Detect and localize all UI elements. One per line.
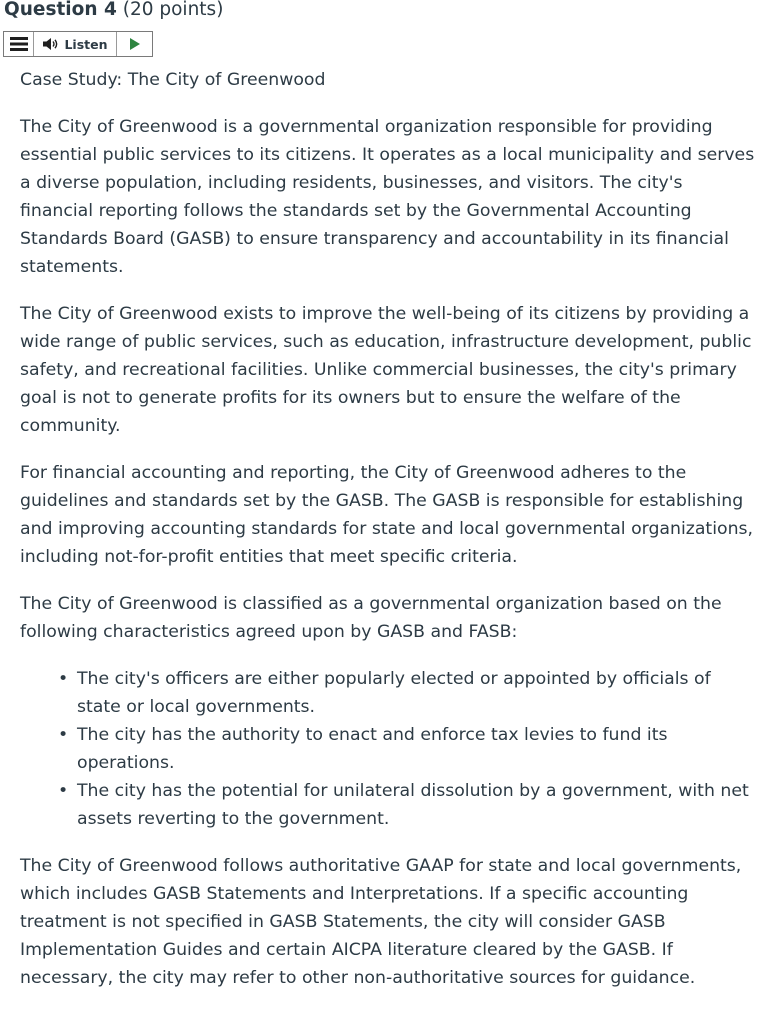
play-button[interactable]: [117, 32, 152, 56]
question-content: [20, 66, 755, 1011]
paragraph-purpose: The City of Greenwood exists to improve the well-being of its citizens by providing a wide range of public services, such as education, infrastructure development, public safety, and recreational facilities. Unlike commercial businesses, the city's primary goal is not to generate profits for its owners but to ensure the welfare of the community.: [20, 304, 752, 436]
list-item-text: The city's officers are either popularly elected or appointed by officials of state or local governments.: [77, 669, 711, 717]
question-header: [4, 0, 223, 22]
bullet-icon: •: [58, 781, 69, 801]
paragraph-overview: The City of Greenwood is a governmental organization responsible for providing essential public services to its citizens. It operates as a local municipality and serves a diverse population, including residents, businesses, and visitors. The city's financial reporting follows the standards set by the Governmental Accounting Standards Board (GASB) to ensure transparency and accountability in its financial statements.: [20, 117, 755, 277]
paragraph-classification: The City of Greenwood is classified as a governmental organization based on the following characteristics agreed upon by GASB and FASB:: [20, 594, 722, 642]
list-item-text: The city has the potential for unilateral dissolution by a government, with net assets reverting to the government.: [77, 781, 749, 829]
bullet-icon: •: [58, 725, 69, 745]
case-study-title: Case Study: The City of Greenwood: [20, 70, 326, 90]
listen-menu-button[interactable]: [4, 32, 34, 56]
list-item: [58, 777, 755, 833]
listen-label: Listen: [64, 36, 108, 52]
paragraph-gaap: The City of Greenwood follows authoritative GAAP for state and local governments, which includes GASB Statements and Interpretations. If a specific accounting treatment is not specified in GASB Statements, the city will consider GASB Implementation Guides and certain AICPA literature cleared by the GASB. If necessary, the city may refer to other non-authoritative sources for guidance.: [20, 856, 742, 988]
play-icon: [129, 37, 141, 51]
speaker-icon: [42, 37, 60, 51]
paragraph-standards: For financial accounting and reporting, the City of Greenwood adheres to the guidelines and standards set by the GASB. The GASB is responsible for establishing and improving accounting standards for state and local governmental organizations, including not-for-profit entities that meet specific criteria.: [20, 463, 754, 567]
listen-button[interactable]: [34, 32, 117, 56]
characteristics-list: [20, 665, 755, 833]
list-item: [58, 665, 755, 721]
list-item-text: The city has the authority to enact and enforce tax levies to fund its operations.: [77, 725, 668, 773]
question-points: (20 points): [122, 0, 224, 20]
listen-toolbar: [3, 31, 153, 57]
hamburger-menu-icon: [10, 37, 28, 51]
list-item: [58, 721, 755, 777]
bullet-icon: •: [58, 669, 69, 689]
question-title: Question 4: [4, 0, 117, 20]
